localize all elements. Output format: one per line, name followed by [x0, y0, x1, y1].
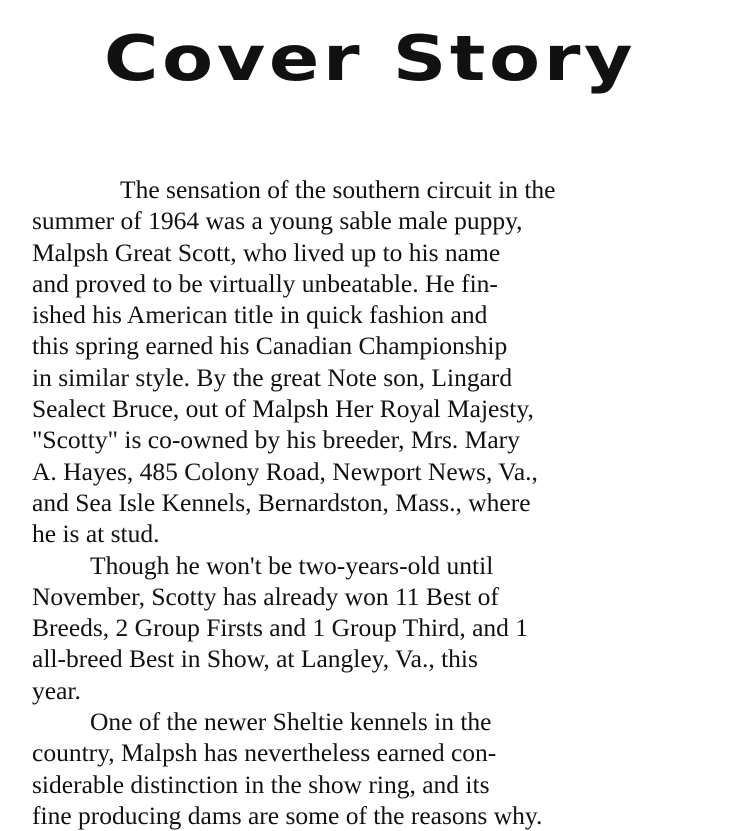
page-title: Cover Story — [103, 22, 637, 95]
paragraph-3-line: fine producing dams are some of the reasons why. — [32, 800, 543, 830]
article-body — [32, 174, 732, 831]
paragraph-3-line: One of the newer Sheltie kennels in the — [90, 707, 492, 737]
paragraph-2-line: Though he won't be two-years-old until — [90, 550, 494, 580]
paragraph-1-line: ished his American title in quick fashion and — [32, 300, 488, 330]
paragraph-2-line: year. — [32, 675, 81, 705]
paragraph-1-line: "Scotty" is co-owned by his breeder, Mrs. Mary — [32, 425, 520, 455]
paragraph-2-line: Breeds, 2 Group Firsts and 1 Group Third, and 1 — [32, 613, 529, 643]
paragraph-3-line: siderable distinction in the show ring, and its — [32, 769, 490, 799]
paragraph-1-line: and Sea Isle Kennels, Bernardston, Mass., where — [32, 487, 531, 517]
paragraph-1-line: this spring earned his Canadian Championship — [32, 331, 508, 361]
paragraph-1-line: summer of 1964 was a young sable male puppy, — [32, 206, 523, 236]
paragraph-1-line: A. Hayes, 485 Colony Road, Newport News, Va., — [32, 456, 538, 486]
paragraph-1-line: in similar style. By the great Note son, Lingard — [32, 362, 513, 392]
paragraph-1-line: Sealect Bruce, out of Malpsh Her Royal Majesty, — [32, 394, 534, 424]
paragraph-1-line: and proved to be virtually unbeatable. He fin- — [32, 268, 498, 298]
paragraph-1-line: Malpsh Great Scott, who lived up to his name — [32, 237, 501, 267]
paragraph-3-line: country, Malpsh has nevertheless earned con- — [32, 738, 497, 768]
paragraph-2-line: November, Scotty has already won 11 Best of — [32, 581, 499, 611]
paragraph-1-line: The sensation of the southern circuit in the — [120, 175, 556, 204]
paragraph-2-line: all-breed Best in Show, at Langley, Va., this — [32, 644, 478, 674]
paragraph-1-line: he is at stud. — [32, 519, 160, 549]
